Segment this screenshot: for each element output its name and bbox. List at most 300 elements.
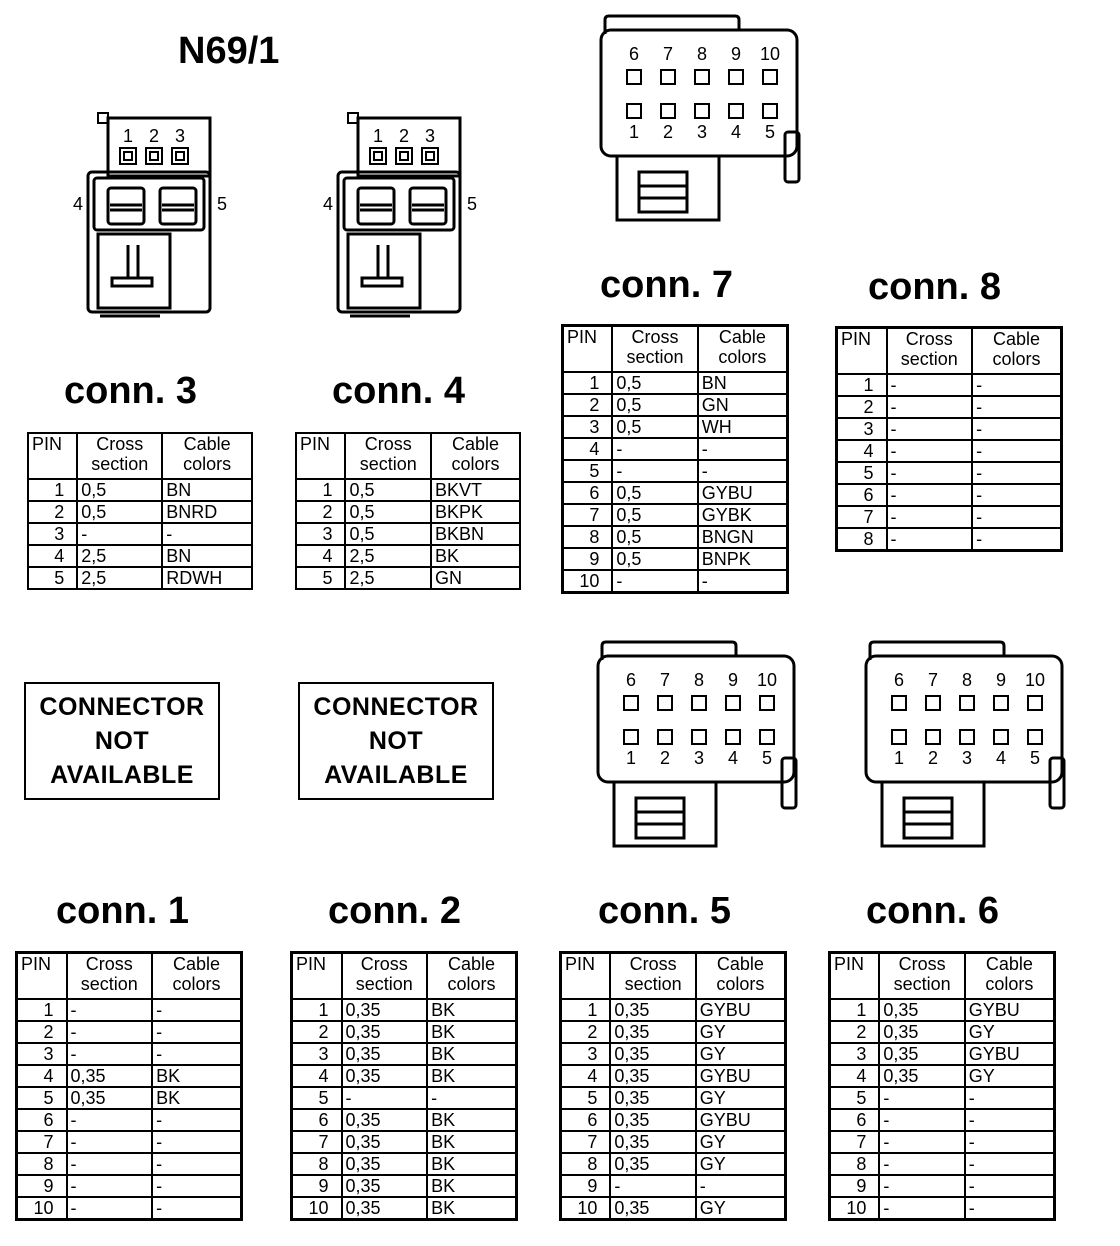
cable-color-cell: GY xyxy=(696,1021,786,1043)
connector-5pin-drawing-right xyxy=(310,110,500,320)
table-row xyxy=(17,1175,242,1197)
table-row xyxy=(28,523,252,545)
pin-label: 3 xyxy=(424,126,436,146)
table-header-row xyxy=(17,953,242,1000)
pin-squares xyxy=(120,148,188,164)
cross-section-cell: 0,5 xyxy=(612,416,697,438)
cross-section-cell: 0,5 xyxy=(345,479,431,501)
pin-number-cell: 3 xyxy=(28,523,77,545)
cable-color-cell: - xyxy=(427,1087,516,1109)
column-header-colors: Cable colors xyxy=(152,953,241,1000)
pin-label: 1 xyxy=(122,126,134,146)
pin-label: 2 xyxy=(398,126,410,146)
cable-color-cell: GN xyxy=(431,567,520,589)
cross-section-cell: - xyxy=(612,460,697,482)
table-row xyxy=(830,1153,1055,1175)
pin-number-cell: 1 xyxy=(28,479,77,501)
pin-number-cell: 3 xyxy=(292,1043,342,1065)
cable-color-cell: BNGN xyxy=(698,526,788,548)
table-row xyxy=(830,1131,1055,1153)
cross-section-cell: 0,35 xyxy=(342,1131,428,1153)
cross-section-cell: 0,5 xyxy=(612,548,697,570)
pin-number-cell: 6 xyxy=(17,1109,67,1131)
pin-label: 4 xyxy=(72,194,84,214)
table-row xyxy=(563,526,788,548)
cable-color-cell: GY xyxy=(696,1131,786,1153)
table-header-row xyxy=(292,953,517,1000)
pin-number-cell: 4 xyxy=(561,1065,611,1087)
pin-number-cell: 7 xyxy=(837,506,887,528)
pin-number-cell: 3 xyxy=(17,1043,67,1065)
cross-section-cell: 0,35 xyxy=(610,1131,695,1153)
table-row xyxy=(561,1021,786,1043)
cross-section-cell: - xyxy=(887,440,973,462)
cross-section-cell: 0,5 xyxy=(77,501,162,523)
pin-number-cell: 5 xyxy=(563,460,613,482)
cross-section-cell: - xyxy=(67,999,153,1021)
column-header-cross: Cross section xyxy=(610,953,695,1000)
pin-label: 5 xyxy=(764,122,776,142)
cable-color-cell: BK xyxy=(427,1131,516,1153)
pin-number-cell: 9 xyxy=(830,1175,880,1197)
cross-section-cell: 2,5 xyxy=(77,545,162,567)
cable-color-cell: - xyxy=(972,440,1061,462)
cable-color-cell: BK xyxy=(427,999,516,1021)
cross-section-cell: 0,35 xyxy=(610,1065,695,1087)
column-header-cross: Cross section xyxy=(77,433,162,479)
conn8-pin-table xyxy=(835,326,1063,552)
pin-label: 7 xyxy=(662,44,674,64)
table-row xyxy=(292,1131,517,1153)
cable-color-cell: - xyxy=(152,1043,241,1065)
table-row xyxy=(17,1109,242,1131)
table-row xyxy=(830,1021,1055,1043)
cross-section-cell: - xyxy=(879,1153,964,1175)
cross-section-cell: - xyxy=(887,506,973,528)
cross-section-cell: 0,35 xyxy=(610,1043,695,1065)
pin-label: 8 xyxy=(961,670,973,690)
table-row xyxy=(292,1043,517,1065)
pin-number-cell: 8 xyxy=(292,1153,342,1175)
cross-section-cell: - xyxy=(67,1043,153,1065)
na-line: CONNECTOR xyxy=(39,693,205,721)
pin-number-cell: 9 xyxy=(561,1175,611,1197)
pin-number-cell: 10 xyxy=(292,1197,342,1220)
column-header-pin: PIN xyxy=(561,953,611,1000)
cable-color-cell: - xyxy=(152,1175,241,1197)
column-header-cross: Cross section xyxy=(342,953,428,1000)
pin-squares xyxy=(892,696,1042,744)
table-row xyxy=(17,999,242,1021)
table-row xyxy=(830,999,1055,1021)
conn4-title: conn. 4 xyxy=(332,370,466,412)
table-row xyxy=(17,1021,242,1043)
pin-number-cell: 7 xyxy=(292,1131,342,1153)
cable-color-cell: GYBU xyxy=(965,1043,1055,1065)
conn5-pin-table xyxy=(559,951,787,1221)
table-row xyxy=(296,545,520,567)
pin-label: 8 xyxy=(693,670,705,690)
cable-color-cell: BN xyxy=(162,479,252,501)
pin-label: 2 xyxy=(659,748,671,768)
pin-label: 7 xyxy=(659,670,671,690)
table-row xyxy=(292,1153,517,1175)
table-row xyxy=(28,479,252,501)
cable-color-cell: - xyxy=(696,1175,786,1197)
pin-number-cell: 6 xyxy=(563,482,613,504)
na-line: CONNECTOR xyxy=(313,693,479,721)
conn4-pin-table xyxy=(295,432,521,590)
cable-color-cell: RDWH xyxy=(162,567,252,589)
table-row xyxy=(837,374,1062,396)
table-header-row xyxy=(830,953,1055,1000)
cross-section-cell: 0,35 xyxy=(342,1175,428,1197)
cable-color-cell: BK xyxy=(427,1153,516,1175)
table-row xyxy=(561,1109,786,1131)
cable-color-cell: - xyxy=(152,1197,241,1220)
cross-section-cell: 0,35 xyxy=(342,999,428,1021)
cable-color-cell: - xyxy=(152,999,241,1021)
cross-section-cell: 0,35 xyxy=(610,1109,695,1131)
pin-number-cell: 1 xyxy=(561,999,611,1021)
pin-squares xyxy=(624,696,774,744)
pin-number-cell: 6 xyxy=(837,484,887,506)
cable-color-cell: BK xyxy=(427,1175,516,1197)
cross-section-cell: - xyxy=(879,1197,964,1220)
pin-label: 2 xyxy=(927,748,939,768)
cable-color-cell: - xyxy=(152,1109,241,1131)
table-row xyxy=(561,1087,786,1109)
cable-color-cell: BK xyxy=(431,545,520,567)
column-header-cross: Cross section xyxy=(879,953,964,1000)
cross-section-cell: 0,5 xyxy=(345,523,431,545)
cross-section-cell: - xyxy=(67,1131,153,1153)
cable-color-cell: - xyxy=(972,462,1061,484)
cable-color-cell: BNRD xyxy=(162,501,252,523)
column-header-pin: PIN xyxy=(563,326,613,373)
table-row xyxy=(837,528,1062,551)
pin-number-cell: 5 xyxy=(830,1087,880,1109)
pin-label: 6 xyxy=(893,670,905,690)
column-header-cross: Cross section xyxy=(612,326,697,373)
cable-color-cell: - xyxy=(965,1109,1055,1131)
pin-label: 10 xyxy=(756,670,778,690)
pin-number-cell: 1 xyxy=(296,479,345,501)
pin-label: 8 xyxy=(696,44,708,64)
table-row xyxy=(17,1087,242,1109)
cross-section-cell: - xyxy=(879,1087,964,1109)
cross-section-cell: - xyxy=(67,1153,153,1175)
pin-number-cell: 4 xyxy=(830,1065,880,1087)
cable-color-cell: BN xyxy=(698,372,788,394)
pin-number-cell: 3 xyxy=(837,418,887,440)
table-row xyxy=(561,1131,786,1153)
pin-number-cell: 2 xyxy=(837,396,887,418)
cable-color-cell: BKBN xyxy=(431,523,520,545)
na-line: NOT xyxy=(94,727,150,755)
cross-section-cell: 0,35 xyxy=(610,1197,695,1220)
connector-10pin-drawing-conn5 xyxy=(592,638,807,850)
pin-label: 5 xyxy=(466,194,478,214)
pin-number-cell: 4 xyxy=(28,545,77,567)
cross-section-cell: 0,35 xyxy=(342,1065,428,1087)
pin-label: 4 xyxy=(730,122,742,142)
column-header-colors: Cable colors xyxy=(965,953,1055,1000)
cross-section-cell: 0,35 xyxy=(879,1065,964,1087)
pin-number-cell: 10 xyxy=(830,1197,880,1220)
connector-not-available-box xyxy=(24,682,220,800)
conn5-title: conn. 5 xyxy=(598,890,732,932)
pin-number-cell: 8 xyxy=(837,528,887,551)
column-header-pin: PIN xyxy=(17,953,67,1000)
pin-number-cell: 5 xyxy=(17,1087,67,1109)
table-row xyxy=(830,1175,1055,1197)
pin-number-cell: 2 xyxy=(561,1021,611,1043)
pin-number-cell: 2 xyxy=(830,1021,880,1043)
table-row xyxy=(830,1109,1055,1131)
cross-section-cell: 0,35 xyxy=(879,1043,964,1065)
na-line: NOT xyxy=(368,727,424,755)
pin-label: 3 xyxy=(693,748,705,768)
conn1-title: conn. 1 xyxy=(56,890,190,932)
pin-number-cell: 7 xyxy=(563,504,613,526)
pin-squares xyxy=(627,70,777,118)
table-row xyxy=(830,1087,1055,1109)
cable-color-cell: - xyxy=(965,1131,1055,1153)
table-row xyxy=(292,1021,517,1043)
column-header-pin: PIN xyxy=(837,328,887,375)
pin-number-cell: 3 xyxy=(296,523,345,545)
cross-section-cell: - xyxy=(77,523,162,545)
connector-10pin-drawing-top xyxy=(595,12,810,224)
pin-number-cell: 1 xyxy=(837,374,887,396)
connector-not-available-box xyxy=(298,682,494,800)
conn3-pin-table xyxy=(27,432,253,590)
pin-squares xyxy=(370,148,438,164)
cross-section-cell: - xyxy=(887,374,973,396)
pin-number-cell: 5 xyxy=(292,1087,342,1109)
cable-color-cell: - xyxy=(972,528,1061,551)
pin-number-cell: 6 xyxy=(561,1109,611,1131)
cross-section-cell: 0,35 xyxy=(610,999,695,1021)
connector-10pin-drawing-conn6 xyxy=(860,638,1075,850)
cable-color-cell: GN xyxy=(698,394,788,416)
pin-label: 6 xyxy=(625,670,637,690)
cable-color-cell: WH xyxy=(698,416,788,438)
cable-color-cell: - xyxy=(698,570,788,593)
pin-label: 1 xyxy=(372,126,384,146)
table-row xyxy=(563,548,788,570)
conn8-title: conn. 8 xyxy=(868,266,1002,308)
conn2-pin-table xyxy=(290,951,518,1221)
cross-section-cell: - xyxy=(610,1175,695,1197)
table-row xyxy=(292,1087,517,1109)
pin-label: 3 xyxy=(961,748,973,768)
table-row xyxy=(28,545,252,567)
cross-section-cell: - xyxy=(342,1087,428,1109)
connector-5pin-drawing-left xyxy=(60,110,250,320)
cross-section-cell: 0,5 xyxy=(612,394,697,416)
pin-label: 4 xyxy=(322,194,334,214)
table-row xyxy=(837,418,1062,440)
cross-section-cell: - xyxy=(67,1109,153,1131)
pin-number-cell: 3 xyxy=(830,1043,880,1065)
pin-label: 3 xyxy=(696,122,708,142)
column-header-colors: Cable colors xyxy=(431,433,520,479)
cross-section-cell: 0,5 xyxy=(612,526,697,548)
table-row xyxy=(296,567,520,589)
table-row xyxy=(292,1109,517,1131)
column-header-colors: Cable colors xyxy=(696,953,786,1000)
cable-color-cell: GY xyxy=(696,1087,786,1109)
table-row xyxy=(292,1175,517,1197)
pin-number-cell: 5 xyxy=(561,1087,611,1109)
table-row xyxy=(296,501,520,523)
conn6-pin-table xyxy=(828,951,1056,1221)
pin-number-cell: 4 xyxy=(296,545,345,567)
cable-color-cell: - xyxy=(965,1197,1055,1220)
cross-section-cell: 0,5 xyxy=(612,504,697,526)
cross-section-cell: 0,35 xyxy=(342,1109,428,1131)
table-row xyxy=(561,1197,786,1220)
table-row xyxy=(837,484,1062,506)
cable-color-cell: GY xyxy=(696,1197,786,1220)
cable-color-cell: - xyxy=(972,374,1061,396)
pin-number-cell: 8 xyxy=(830,1153,880,1175)
pin-label: 7 xyxy=(927,670,939,690)
table-row xyxy=(17,1131,242,1153)
pin-number-cell: 5 xyxy=(296,567,345,589)
cable-color-cell: - xyxy=(152,1021,241,1043)
pin-label: 9 xyxy=(995,670,1007,690)
conn1-pin-table xyxy=(15,951,243,1221)
table-row xyxy=(561,1153,786,1175)
pin-number-cell: 3 xyxy=(561,1043,611,1065)
pin-number-cell: 1 xyxy=(563,372,613,394)
pin-label: 10 xyxy=(1024,670,1046,690)
cross-section-cell: - xyxy=(67,1021,153,1043)
table-row xyxy=(830,1065,1055,1087)
cable-color-cell: GYBU xyxy=(696,1109,786,1131)
pin-number-cell: 10 xyxy=(17,1197,67,1220)
pin-number-cell: 1 xyxy=(292,999,342,1021)
conn7-pin-table xyxy=(561,324,789,594)
pin-number-cell: 5 xyxy=(837,462,887,484)
cross-section-cell: - xyxy=(887,418,973,440)
pin-label: 10 xyxy=(759,44,781,64)
table-row xyxy=(561,1065,786,1087)
pin-label: 4 xyxy=(727,748,739,768)
pin-number-cell: 6 xyxy=(292,1109,342,1131)
table-header-row xyxy=(563,326,788,373)
cable-color-cell: BK xyxy=(427,1021,516,1043)
column-header-colors: Cable colors xyxy=(972,328,1061,375)
cable-color-cell: - xyxy=(698,460,788,482)
cross-section-cell: - xyxy=(612,438,697,460)
cross-section-cell: 0,35 xyxy=(879,999,964,1021)
table-row xyxy=(830,1197,1055,1220)
table-row xyxy=(837,396,1062,418)
cable-color-cell: - xyxy=(152,1131,241,1153)
na-line: AVAILABLE xyxy=(50,761,194,789)
cross-section-cell: - xyxy=(879,1175,964,1197)
conn3-title: conn. 3 xyxy=(64,370,198,412)
table-row xyxy=(837,440,1062,462)
pin-label: 1 xyxy=(625,748,637,768)
cross-section-cell: 0,35 xyxy=(879,1021,964,1043)
cable-color-cell: - xyxy=(972,418,1061,440)
cable-color-cell: BK xyxy=(152,1065,241,1087)
cross-section-cell: 0,35 xyxy=(67,1065,153,1087)
pin-number-cell: 2 xyxy=(296,501,345,523)
pin-number-cell: 8 xyxy=(17,1153,67,1175)
table-header-row xyxy=(296,433,520,479)
table-row xyxy=(563,460,788,482)
cross-section-cell: 0,35 xyxy=(342,1197,428,1220)
cross-section-cell: - xyxy=(879,1131,964,1153)
pin-label: 9 xyxy=(730,44,742,64)
pin-number-cell: 9 xyxy=(17,1175,67,1197)
column-header-pin: PIN xyxy=(292,953,342,1000)
cable-color-cell: GYBU xyxy=(696,999,786,1021)
cross-section-cell: 0,5 xyxy=(612,482,697,504)
table-row xyxy=(563,416,788,438)
cross-section-cell: 0,35 xyxy=(342,1043,428,1065)
column-header-colors: Cable colors xyxy=(427,953,516,1000)
pin-label: 1 xyxy=(893,748,905,768)
pin-number-cell: 10 xyxy=(561,1197,611,1220)
cross-section-cell: - xyxy=(887,484,973,506)
cable-color-cell: BNPK xyxy=(698,548,788,570)
cable-color-cell: - xyxy=(965,1087,1055,1109)
pin-number-cell: 5 xyxy=(28,567,77,589)
cable-color-cell: BN xyxy=(162,545,252,567)
table-row xyxy=(17,1197,242,1220)
cable-color-cell: - xyxy=(965,1175,1055,1197)
table-row xyxy=(563,504,788,526)
cable-color-cell: GY xyxy=(696,1153,786,1175)
table-row xyxy=(296,523,520,545)
pin-label: 9 xyxy=(727,670,739,690)
pin-number-cell: 7 xyxy=(830,1131,880,1153)
pin-label: 6 xyxy=(628,44,640,64)
table-row xyxy=(837,462,1062,484)
cable-color-cell: GY xyxy=(965,1021,1055,1043)
pin-number-cell: 9 xyxy=(292,1175,342,1197)
cross-section-cell: 2,5 xyxy=(345,545,431,567)
column-header-pin: PIN xyxy=(28,433,77,479)
table-row xyxy=(28,567,252,589)
table-row xyxy=(561,999,786,1021)
pin-number-cell: 4 xyxy=(17,1065,67,1087)
cross-section-cell: 0,35 xyxy=(342,1021,428,1043)
pin-label: 4 xyxy=(995,748,1007,768)
table-row xyxy=(830,1043,1055,1065)
cross-section-cell: - xyxy=(887,528,973,551)
table-row xyxy=(561,1175,786,1197)
pin-number-cell: 9 xyxy=(563,548,613,570)
pin-number-cell: 7 xyxy=(17,1131,67,1153)
table-row xyxy=(292,1197,517,1220)
cable-color-cell: BK xyxy=(152,1087,241,1109)
cable-color-cell: - xyxy=(972,396,1061,418)
pin-number-cell: 1 xyxy=(830,999,880,1021)
table-row xyxy=(563,394,788,416)
column-header-colors: Cable colors xyxy=(698,326,788,373)
pin-label: 5 xyxy=(761,748,773,768)
table-header-row xyxy=(561,953,786,1000)
cable-color-cell: BK xyxy=(427,1065,516,1087)
